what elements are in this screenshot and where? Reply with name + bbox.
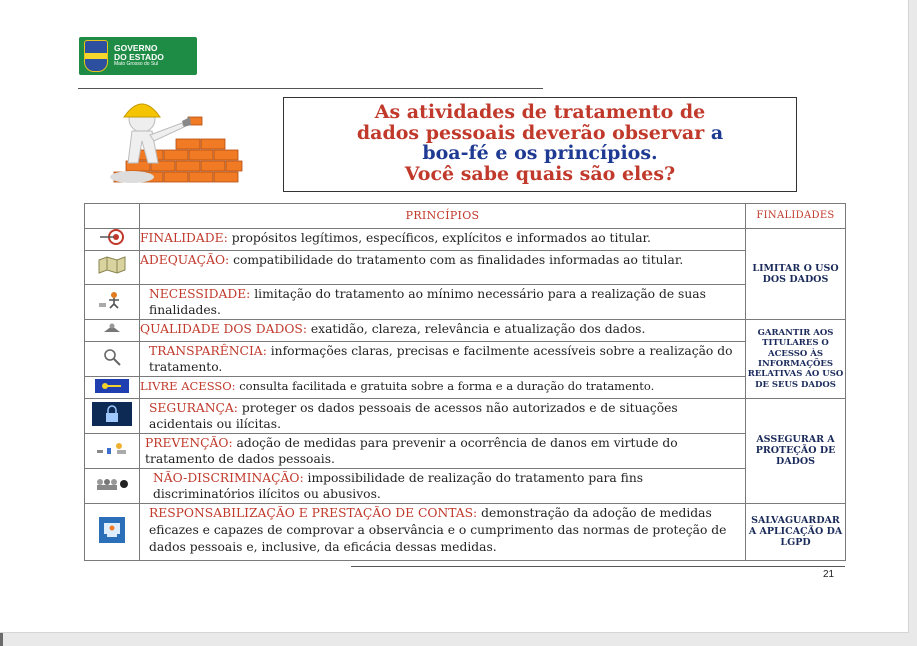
principle-key: TRANSPARÊNCIA: [149, 344, 267, 359]
purpose-limit-use: LIMITAR O USO DOS DADOS [746, 228, 846, 319]
header-divider [78, 88, 543, 89]
magnifier-icon [101, 347, 123, 367]
principle-key: QUALIDADE DOS DADOS: [140, 321, 307, 336]
principles-header: PRINCÍPIOS [140, 204, 746, 229]
table-row [85, 251, 846, 285]
principle-text: compatibilidade do tratamento com as finalidades informadas ao titular. [229, 253, 684, 268]
row-icon-cell [85, 319, 140, 342]
person-figure-icon [97, 291, 127, 309]
table-row [85, 284, 846, 319]
principle-key: RESPONSABILIZAÇÃO E PRESTAÇÃO DE CONTAS: [149, 505, 478, 520]
purpose-ensure-protection: ASSEGURAR A PROTEÇÃO DE DADOS [746, 399, 846, 503]
table-row [85, 468, 846, 503]
principle-key: NÃO-DISCRIMINAÇÃO: [153, 470, 304, 485]
row-icon-cell [85, 434, 140, 469]
row-icon-cell [85, 399, 140, 434]
state-crest-icon [84, 40, 108, 72]
prevention-icon [95, 440, 129, 458]
title-line4: Você sabe quais são eles? [404, 162, 676, 185]
key-icon [95, 379, 129, 393]
lgpd-icon [99, 517, 125, 543]
title-line1: As atividades de tratamento de [374, 101, 706, 123]
table-row [85, 319, 846, 342]
row-icon-cell [85, 251, 140, 285]
principle-text: consulta facilitada e gratuita sobre a forma e a duração do tratamento. [235, 378, 655, 393]
principle-transparencia [140, 342, 746, 377]
principle-text: propósitos legítimos, específicos, explícitos e informados ao titular. [227, 230, 651, 245]
principle-prevencao [140, 434, 746, 469]
principle-key: LIVRE ACESSO: [140, 378, 236, 393]
purposes-header: FINALIDADES [746, 204, 846, 229]
slide-title [283, 97, 797, 192]
government-logo [79, 37, 197, 75]
principle-key: SEGURANÇA: [149, 401, 238, 416]
logo-text [114, 44, 164, 67]
principle-necessidade [140, 284, 746, 319]
principle-text: demonstração da adoção de medidas eficazes e capazes de comprovar a observância e o cumprimento das normas de proteção de dados pessoais e, inclusive, da eficácia dessas medidas. [149, 505, 727, 554]
principle-key: PREVENÇÃO: [145, 436, 233, 451]
row-icon-cell [85, 228, 140, 251]
principle-adequacao [140, 251, 746, 285]
purpose-guarantee-access: GARANTIR AOS TITULARES O ACESSO ÀS INFORMAÇÕES RELATIVAS AO USO DE SEUS DADOS [746, 319, 846, 399]
principle-text: adoção de medidas para prevenir a ocorrência de danos em virtude do tratamento de dados pessoais. [145, 436, 678, 467]
map-icon [97, 256, 127, 274]
target-icon [98, 229, 126, 245]
people-icon [95, 477, 129, 491]
principle-qualidade [140, 319, 746, 342]
logo-line2: DO ESTADO [114, 52, 164, 63]
purpose-safeguard-lgpd: SALVAGUARDAR A APLICAÇÃO DA LGPD [746, 503, 846, 560]
title-line2: dados pessoais deverão observar [356, 121, 705, 144]
principle-seguranca [140, 399, 746, 434]
title-line2-suffix: a [704, 121, 724, 144]
principle-key: FINALIDADE: [140, 230, 228, 245]
logo-line1: GOVERNO [114, 43, 158, 54]
logo-line3: Mato Grosso do Sul [114, 61, 159, 68]
table-row [85, 399, 846, 434]
worker-building-wall-icon [92, 97, 247, 192]
principle-text: limitação do tratamento ao mínimo necessário para a realização de suas finalidades. [149, 286, 706, 317]
footer-divider [351, 566, 845, 567]
quality-icon [100, 322, 124, 336]
table-row [85, 342, 846, 377]
principle-text: informações claras, precisas e facilmente acessíveis sobre a realização do tratamento. [149, 344, 733, 375]
title-line3: boa-fé e os princípios. [422, 142, 658, 164]
table-header-row [85, 204, 846, 229]
principle-finalidade [140, 228, 746, 251]
principle-nao-discriminacao [140, 468, 746, 503]
security-screen-icon [92, 402, 132, 426]
table-row [85, 503, 846, 560]
page-number: 21 [823, 569, 835, 580]
table-row [85, 434, 846, 469]
principle-livre-acesso [140, 376, 746, 399]
row-icon-cell [85, 376, 140, 399]
row-icon-cell [85, 284, 140, 319]
row-icon-cell [85, 503, 140, 560]
header-empty-cell [85, 204, 140, 229]
principle-text: exatidão, clareza, relevância e atualização dos dados. [306, 321, 646, 336]
row-icon-cell [85, 342, 140, 377]
row-icon-cell [85, 468, 140, 503]
table-row [85, 228, 846, 251]
principle-key: ADEQUAÇÃO: [140, 253, 230, 268]
principle-key: NECESSIDADE: [149, 286, 251, 301]
table-row [85, 376, 846, 399]
principles-table [84, 203, 846, 561]
principle-text: proteger os dados pessoais de acessos não autorizados e de situações acidentais ou ilícitas. [149, 401, 678, 432]
principle-responsabilizacao [140, 503, 746, 560]
principle-text: impossibilidade de realização do tratamento para fins discriminatórios ilícitos ou abusivos. [153, 470, 644, 501]
